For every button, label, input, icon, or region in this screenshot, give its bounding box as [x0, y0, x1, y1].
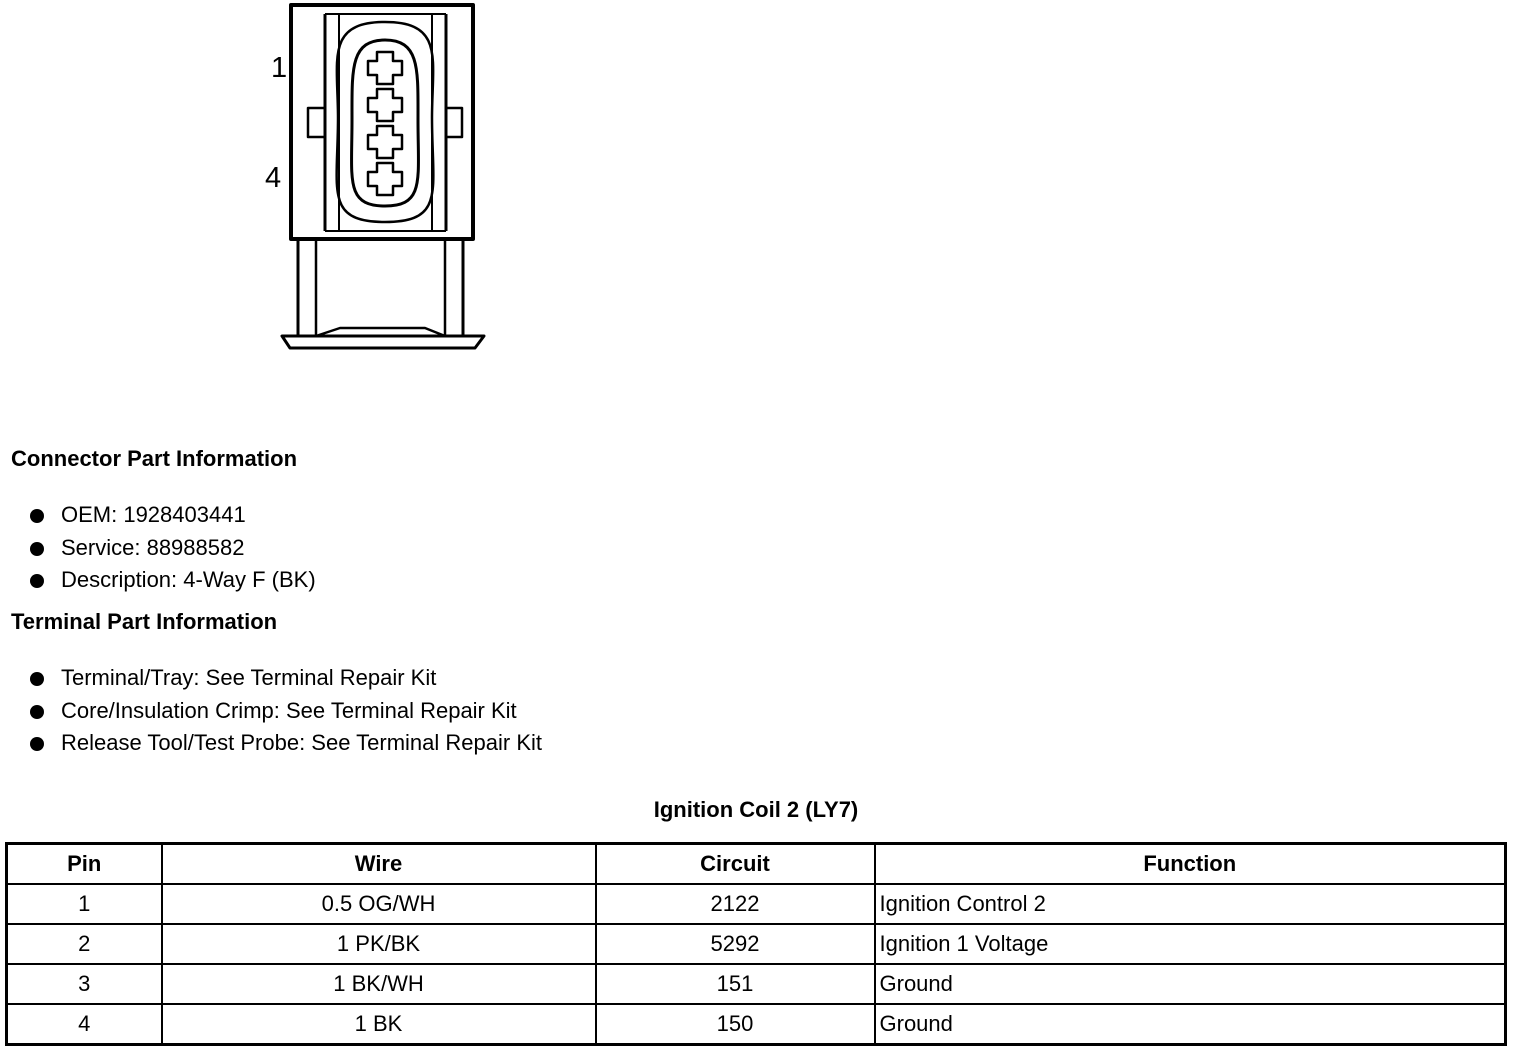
cell-circuit: 151 [596, 964, 875, 1004]
table-row [7, 924, 1506, 964]
list-item [27, 567, 316, 600]
cell-wire: 0.5 OG/WH [162, 884, 596, 924]
cell-function: Ground [875, 964, 1506, 1004]
table-row [7, 1004, 1506, 1045]
bullet-icon [30, 509, 44, 523]
table-header-row [7, 844, 1506, 885]
crimp-info: Core/Insulation Crimp: See Terminal Repair Kit [61, 697, 517, 723]
connector-part-info-heading: Connector Part Information [11, 446, 298, 471]
cell-circuit: 5292 [596, 924, 875, 964]
terminal-part-info-heading: Terminal Part Information [11, 609, 278, 634]
cell-wire: 1 BK/WH [162, 964, 596, 1004]
bullet-icon [30, 737, 44, 751]
header-pin: Pin [7, 844, 162, 885]
list-item [27, 535, 316, 568]
list-item [27, 730, 542, 763]
cell-pin: 4 [7, 1004, 162, 1045]
pinout-table [5, 842, 1507, 1046]
oem-part-number: OEM: 1928403441 [61, 502, 246, 527]
table-row [7, 964, 1506, 1004]
bullet-icon [30, 542, 44, 556]
connector-description: Description: 4-Way F (BK) [61, 567, 316, 593]
list-item [27, 698, 542, 731]
list-item [27, 502, 316, 535]
connector-face-diagram [262, 0, 492, 356]
bullet-icon [30, 574, 44, 588]
header-wire: Wire [162, 844, 596, 885]
cell-function: Ignition 1 Voltage [875, 924, 1506, 964]
cell-function: Ignition Control 2 [875, 884, 1506, 924]
service-part-number: Service: 88988582 [61, 534, 245, 560]
terminal-tray-info: Terminal/Tray: See Terminal Repair Kit [61, 665, 437, 690]
release-tool-info: Release Tool/Test Probe: See Terminal Repair Kit [61, 730, 542, 756]
list-item [27, 665, 542, 698]
connector-part-info-list [27, 502, 316, 600]
terminal-part-info-list [27, 665, 542, 763]
cell-wire: 1 PK/BK [162, 924, 596, 964]
pin-number-label-4: 4 [265, 162, 282, 194]
table-row [7, 884, 1506, 924]
cell-circuit: 150 [596, 1004, 875, 1045]
cell-pin: 2 [7, 924, 162, 964]
pin-number-label-1: 1 [271, 52, 288, 84]
bullet-icon [30, 672, 44, 686]
cell-function: Ground [875, 1004, 1506, 1045]
cell-pin: 1 [7, 884, 162, 924]
header-circuit: Circuit [596, 844, 875, 885]
cell-pin: 3 [7, 964, 162, 1004]
table-title: Ignition Coil 2 (LY7) [653, 797, 859, 822]
cell-wire: 1 BK [162, 1004, 596, 1045]
header-function: Function [875, 844, 1506, 885]
cell-circuit: 2122 [596, 884, 875, 924]
bullet-icon [30, 705, 44, 719]
